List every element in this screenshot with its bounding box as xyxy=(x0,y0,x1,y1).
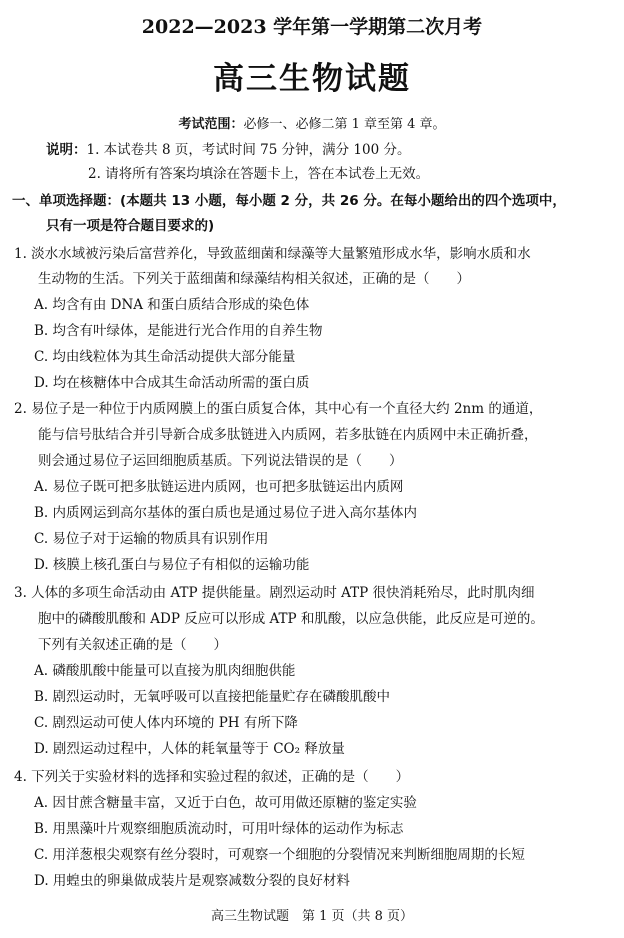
section-heading-line1: 一、单项选择题：(本题共 13 小题，每小题 2 分，共 26 分。在每小题给出的四个选项中， xyxy=(12,193,566,209)
exam-title: 2022—2023 学年第一学期第二次月考 xyxy=(141,16,483,38)
question-1-line-2: 生动物的生活。下列关于蓝细菌和绿藻结构相关叙述，正确的是（ ） xyxy=(38,271,470,287)
subject-title: 高三生物试题 xyxy=(213,61,411,97)
question-1-option-d: D. 均在核糖体中合成其生命活动所需的蛋白质 xyxy=(34,375,310,391)
question-4-option-a: A. 因甘蔗含糖量丰富，又近于白色，故可用做还原糖的鉴定实验 xyxy=(34,795,417,811)
question-3-option-a: A. 磷酸肌酸中能量可以直接为肌肉细胞供能 xyxy=(34,663,296,679)
question-2-line-2: 能与信号肽结合并引导新合成多肽链进入内质网，若多肽链在内质网中未正确折叠， xyxy=(38,427,538,443)
question-4-option-c: C. 用洋葱根尖观察有丝分裂时，可观察一个细胞的分裂情况来判断细胞周期的长短 xyxy=(34,847,525,863)
range-text: 必修一、必修二第 1 章至第 4 章。 xyxy=(243,117,446,132)
question-3-line-2: 胞中的磷酸肌酸和 ADP 反应可以形成 ATP 和肌酸，以应急供能，此反应是可逆的。 xyxy=(38,611,544,627)
question-1-option-c: C. 均由线粒体为其生命活动提供大部分能量 xyxy=(34,349,296,365)
question-4-line-1: 4. 下列关于实验材料的选择和实验过程的叙述，正确的是（ ） xyxy=(14,769,410,785)
question-4-option-d: D. 用蝗虫的卵巢做成装片是观察减数分裂的良好材料 xyxy=(34,873,350,889)
question-1-line-1: 1. 淡水水域被污染后富营养化，导致蓝细菌和绿藻等大量繁殖形成水华，影响水质和水 xyxy=(14,246,531,262)
note-1: 1. 本试卷共 8 页，考试时间 75 分钟，满分 100 分。 xyxy=(86,142,411,158)
question-2-line-1: 2. 易位子是一种位于内质网膜上的蛋白质复合体，其中心有一个直径大约 2nm 的通道， xyxy=(14,401,543,417)
page-footer: 高三生物试题 第 1 页（共 8 页） xyxy=(210,909,414,924)
question-1-option-a: A. 均含有由 DNA 和蛋白质结合形成的染色体 xyxy=(34,297,310,313)
section-heading-line2: 只有一项是符合题目要求的) xyxy=(46,218,215,234)
question-3-option-d: D. 剧烈运动过程中，人体的耗氧量等于 CO₂ 释放量 xyxy=(34,741,345,757)
question-3-line-3: 下列有关叙述正确的是（ ） xyxy=(38,637,227,653)
question-2-option-d: D. 核膜上核孔蛋白与易位子有相似的运输功能 xyxy=(34,557,310,573)
note-2: 2. 请将所有答案均填涂在答题卡上，答在本试卷上无效。 xyxy=(88,166,430,182)
question-2-line-3: 则会通过易位子运回细胞质基质。下列说法错误的是（ ） xyxy=(38,453,403,469)
question-1-option-b: B. 均含有叶绿体，是能进行光合作用的自养生物 xyxy=(34,323,323,339)
notes-label: 说明： xyxy=(46,142,87,158)
question-3-option-c: C. 剧烈运动可使人体内环境的 PH 有所下降 xyxy=(34,715,298,731)
range-label: 考试范围： xyxy=(178,117,244,132)
question-2-option-c: C. 易位子对于运输的物质具有识别作用 xyxy=(34,531,269,547)
question-4-option-b: B. 用黑藻叶片观察细胞质流动时，可用叶绿体的运动作为标志 xyxy=(34,821,404,837)
question-3-option-b: B. 剧烈运动时，无氧呼吸可以直接把能量贮存在磷酸肌酸中 xyxy=(34,689,391,705)
question-2-option-b: B. 内质网运到高尔基体的蛋白质也是通过易位子进入高尔基体内 xyxy=(34,505,418,521)
notes-row-1 xyxy=(46,141,410,159)
question-2-option-a: A. 易位子既可把多肽链运进内质网，也可把多肽链运出内质网 xyxy=(34,479,404,495)
question-3-line-1: 3. 人体的多项生命活动由 ATP 提供能量。剧烈运动时 ATP 很快消耗殆尽，此时肌肉细 xyxy=(14,585,535,601)
exam-range xyxy=(0,116,624,134)
